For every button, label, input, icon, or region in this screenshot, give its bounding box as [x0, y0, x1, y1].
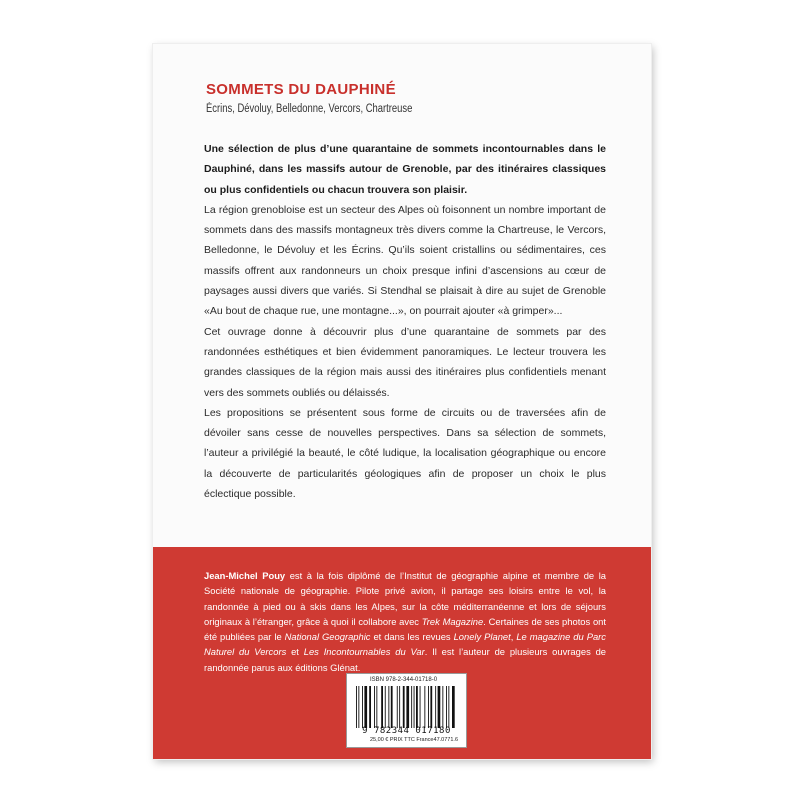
author-bio: Jean-Michel Pouy est à la fois diplômé de l’Institut de géographie alpine et membre de la Société nationale de géographie. Pilote privé avion, il partage ses loisirs entre le vol, la randonnée à pied ou à skis dans les Alpes, sur la côte méditerranéenne et lors de séjours originaux à l’étranger, grâce à quoi il collabore avec Trek Magazine. Certaines de ses photos ont été publiées par le National Geographic et dans les revues Lonely Planet, Le magazine du Parc Naturel du Vercors et Les Incontournables du Var. Il est l’auteur de plusieurs ouvrages de randonnée parus aux éditions Glénat. [204, 570, 607, 673]
barcode-stripe [435, 686, 436, 728]
barcode-stripe [428, 686, 429, 728]
publication-name: Le magazine du Parc Naturel du Vercors [204, 631, 606, 658]
publication-name: Trek Magazine [421, 615, 484, 627]
barcode-stripe [399, 686, 400, 728]
barcode-stripe [364, 686, 367, 728]
barcode-stripe [362, 686, 363, 728]
barcode-stripe [442, 686, 443, 728]
book-title: SOMMETS DU DAUPHINÉ [206, 81, 396, 98]
reference-code: 47.0771.6 [433, 737, 458, 743]
price-text: 25,00 € PRIX TTC France [370, 737, 434, 743]
barcode-stripe [356, 686, 357, 728]
description-paragraph: Les propositions se présentent sous forme de circuits ou de traversées afin de dévoiler sans cesse de nouvelles perspectives. Dans sa sélection de sommets, l’auteur a privilégié la beauté, le côté ludique, la localisation géographique ou encore la découverte de particularités géologiques afin de proposer un choix le plus éclectique possible. [204, 406, 606, 501]
author-name: Jean-Michel Pouy [204, 570, 286, 581]
barcode-stripe [374, 686, 375, 728]
back-cover [153, 44, 651, 759]
barcode-stripe [403, 686, 405, 728]
barcode-stripe [381, 686, 383, 728]
barcode-stripe [376, 686, 377, 728]
barcode-stripe [411, 686, 412, 728]
barcode-stripe [424, 686, 425, 728]
barcode-stripe [420, 686, 421, 728]
barcode-digits: 9 782344 017180 [362, 726, 451, 736]
barcode-bars [354, 686, 459, 728]
barcode-stripe [388, 686, 389, 728]
barcode-stripe [397, 686, 398, 728]
barcode-stripe [446, 686, 447, 728]
barcode-stripe [430, 686, 432, 728]
barcode-stripe [406, 686, 409, 728]
description-paragraph: La région grenobloise est un secteur des Alpes où foisonnent un nombre important de sommets dans des massifs montagneux très divers comme la Chartreuse, le Vercors, Belledonne, le Dévoluy et les Écrins. Qu’ils soient cristallins ou sédimentaires, ces massifs offrent aux randonneurs un choix presque infini d’ascensions au cœur de paysages aussi divers que variés. Si Stendhal se plaisait à dire au sujet de Grenoble «Au bout de chaque rue, une montagne...», on pourrait ajouter «à grimper»... [204, 203, 606, 318]
barcode-stripe [416, 686, 418, 728]
publication-name: National Geographic [284, 631, 371, 643]
publication-name: Lonely Planet [453, 631, 511, 643]
barcode-stripe [369, 686, 371, 728]
book-subtitle: Écrins, Dévoluy, Belledonne, Vercors, Chartreuse [206, 103, 413, 115]
description-paragraph: Cet ouvrage donne à découvrir plus d’une quarantaine de sommets par des randonnées esthétiques et bien évidemment panoramiques. Le lecteur trouvera les grandes classiques de la région mais aussi des itinéraires plus confidentiels menant vers des sommets oubliés ou délaissés. [204, 325, 606, 399]
barcode-stripe [452, 686, 455, 728]
intro-paragraph: Une sélection de plus d’une quarantaine de sommets incontournables dans le Dauphiné, dans les massifs autour de Grenoble, par des itinéraires classiques ou plus confidentiels ou chacun trouvera son plaisir. [204, 143, 606, 196]
author-band [153, 547, 651, 759]
barcode-stripe [414, 686, 415, 728]
barcode-stripe [385, 686, 386, 728]
isbn-text: ISBN 978-2-344-01718-0 [370, 677, 438, 683]
description-section [153, 44, 651, 547]
barcode-stripe [438, 686, 441, 728]
barcode-label [346, 673, 467, 748]
barcode-stripe [358, 686, 359, 728]
barcode-stripe [448, 686, 449, 728]
description-text [204, 139, 606, 504]
barcode-stripe [391, 686, 393, 728]
publication-name: Les Incontournables du Var [303, 646, 425, 658]
